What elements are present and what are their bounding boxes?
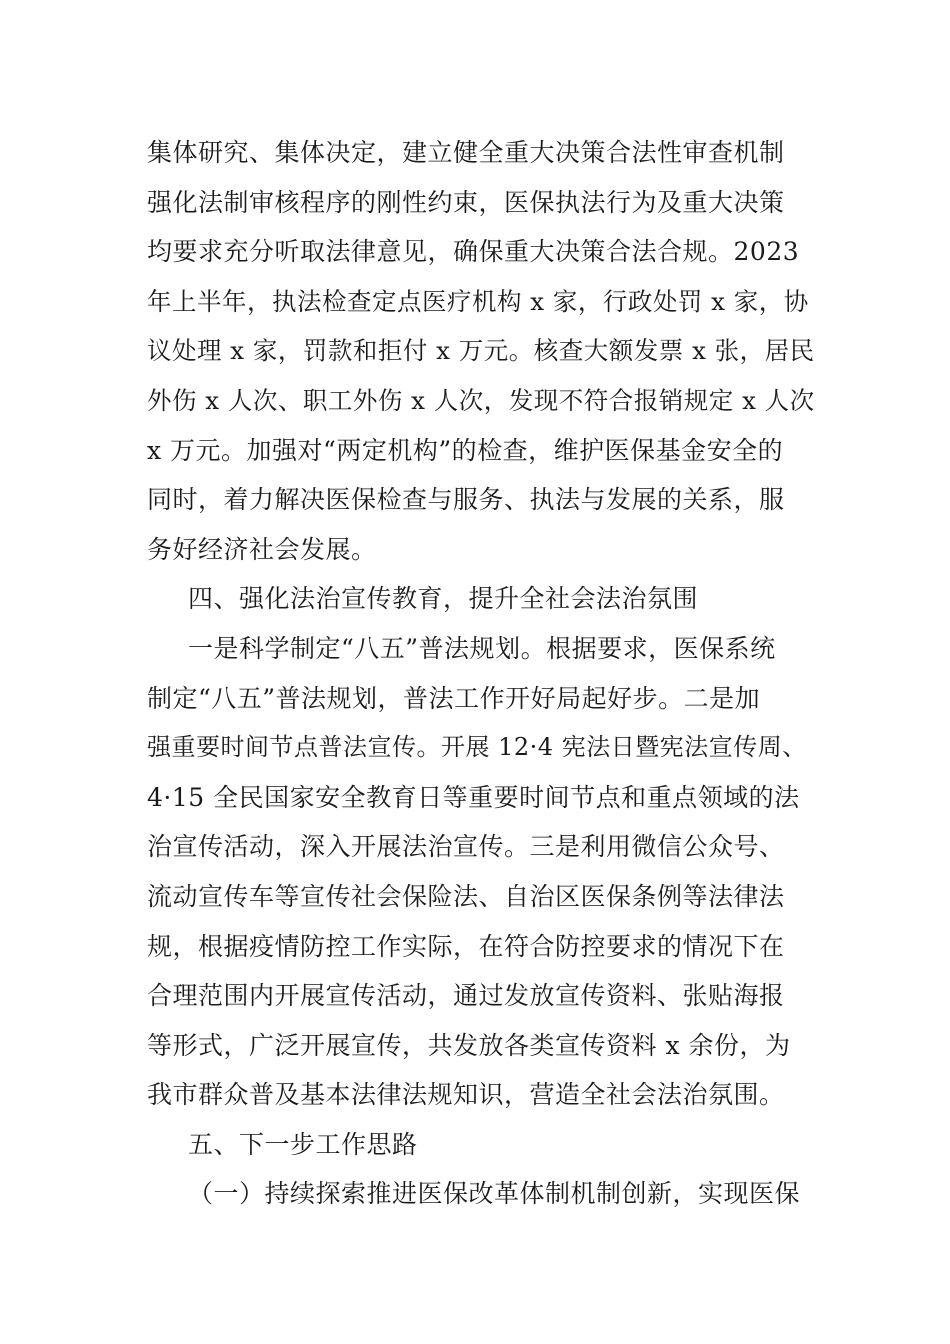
paragraph-line: 4·15 全民国家安全教育日等重要时间节点和重点领域的法 <box>147 782 800 812</box>
paragraph-line: 外伤 x 人次、职工外伤 x 人次，发现不符合报销规定 x 人次 <box>147 385 815 415</box>
paragraph-line: 强化法制审核程序的刚性约束，医保执法行为及重大决策 <box>147 187 785 217</box>
paragraph-line: 集体研究、集体决定，建立健全重大决策合法性审查机制 <box>147 138 785 167</box>
paragraph-line: 同时，着力解决医保检查与服务、执法与发展的关系，服 <box>147 485 785 515</box>
paragraph-line: 均要求充分听取法律意见，确保重大决策合法合规。2023 <box>147 237 800 267</box>
paragraph-line: 合理范围内开展宣传活动，通过发放宣传资料、张贴海报 <box>147 981 785 1011</box>
paragraph-line: 年上半年，执法检查定点医疗机构 x 家，行政处罚 x 家，协 <box>147 286 809 316</box>
paragraph-line-indented: 四、强化法治宣传教育，提升全社会法治氛围 <box>188 584 699 614</box>
paragraph-line: 治宣传活动，深入开展法治宣传。三是利用微信公众号、 <box>147 832 785 862</box>
document-body <box>147 128 817 1219</box>
paragraph-line: 规，根据疫情防控工作实际，在符合防控要求的情况下在 <box>147 931 785 961</box>
paragraph-line-indented: 五、下一步工作思路 <box>188 1129 418 1159</box>
paragraph-line: 议处理 x 家，罚款和拒付 x 万元。核查大额发票 x 张，居民 <box>147 336 815 366</box>
paragraph-line: x 万元。加强对“两定机构”的检查，维护医保基金安全的 <box>147 435 784 465</box>
paragraph-line: 等形式，广泛开展宣传，共发放各类宣传资料 x 余份，为 <box>147 1030 791 1060</box>
paragraph-line-indented: 一是科学制定“八五”普法规划。根据要求，医保系统 <box>188 633 776 663</box>
paragraph-line: 我市群众普及基本法律法规知识，营造全社会法治氛围。 <box>147 1080 785 1110</box>
paragraph-line: 制定“八五”普法规划，普法工作开好局起好步。二是加 <box>147 683 761 713</box>
paragraph-line: 强重要时间节点普法宣传。开展 12·4 宪法日暨宪法宣传周、 <box>147 733 807 762</box>
paragraph-line-indented: （一）持续探索推进医保改革体制机制创新，实现医保 <box>188 1179 801 1209</box>
paragraph-line: 务好经济社会发展。 <box>147 534 377 564</box>
paragraph-line: 流动宣传车等宣传社会保险法、自治区医保条例等法律法 <box>147 881 785 911</box>
